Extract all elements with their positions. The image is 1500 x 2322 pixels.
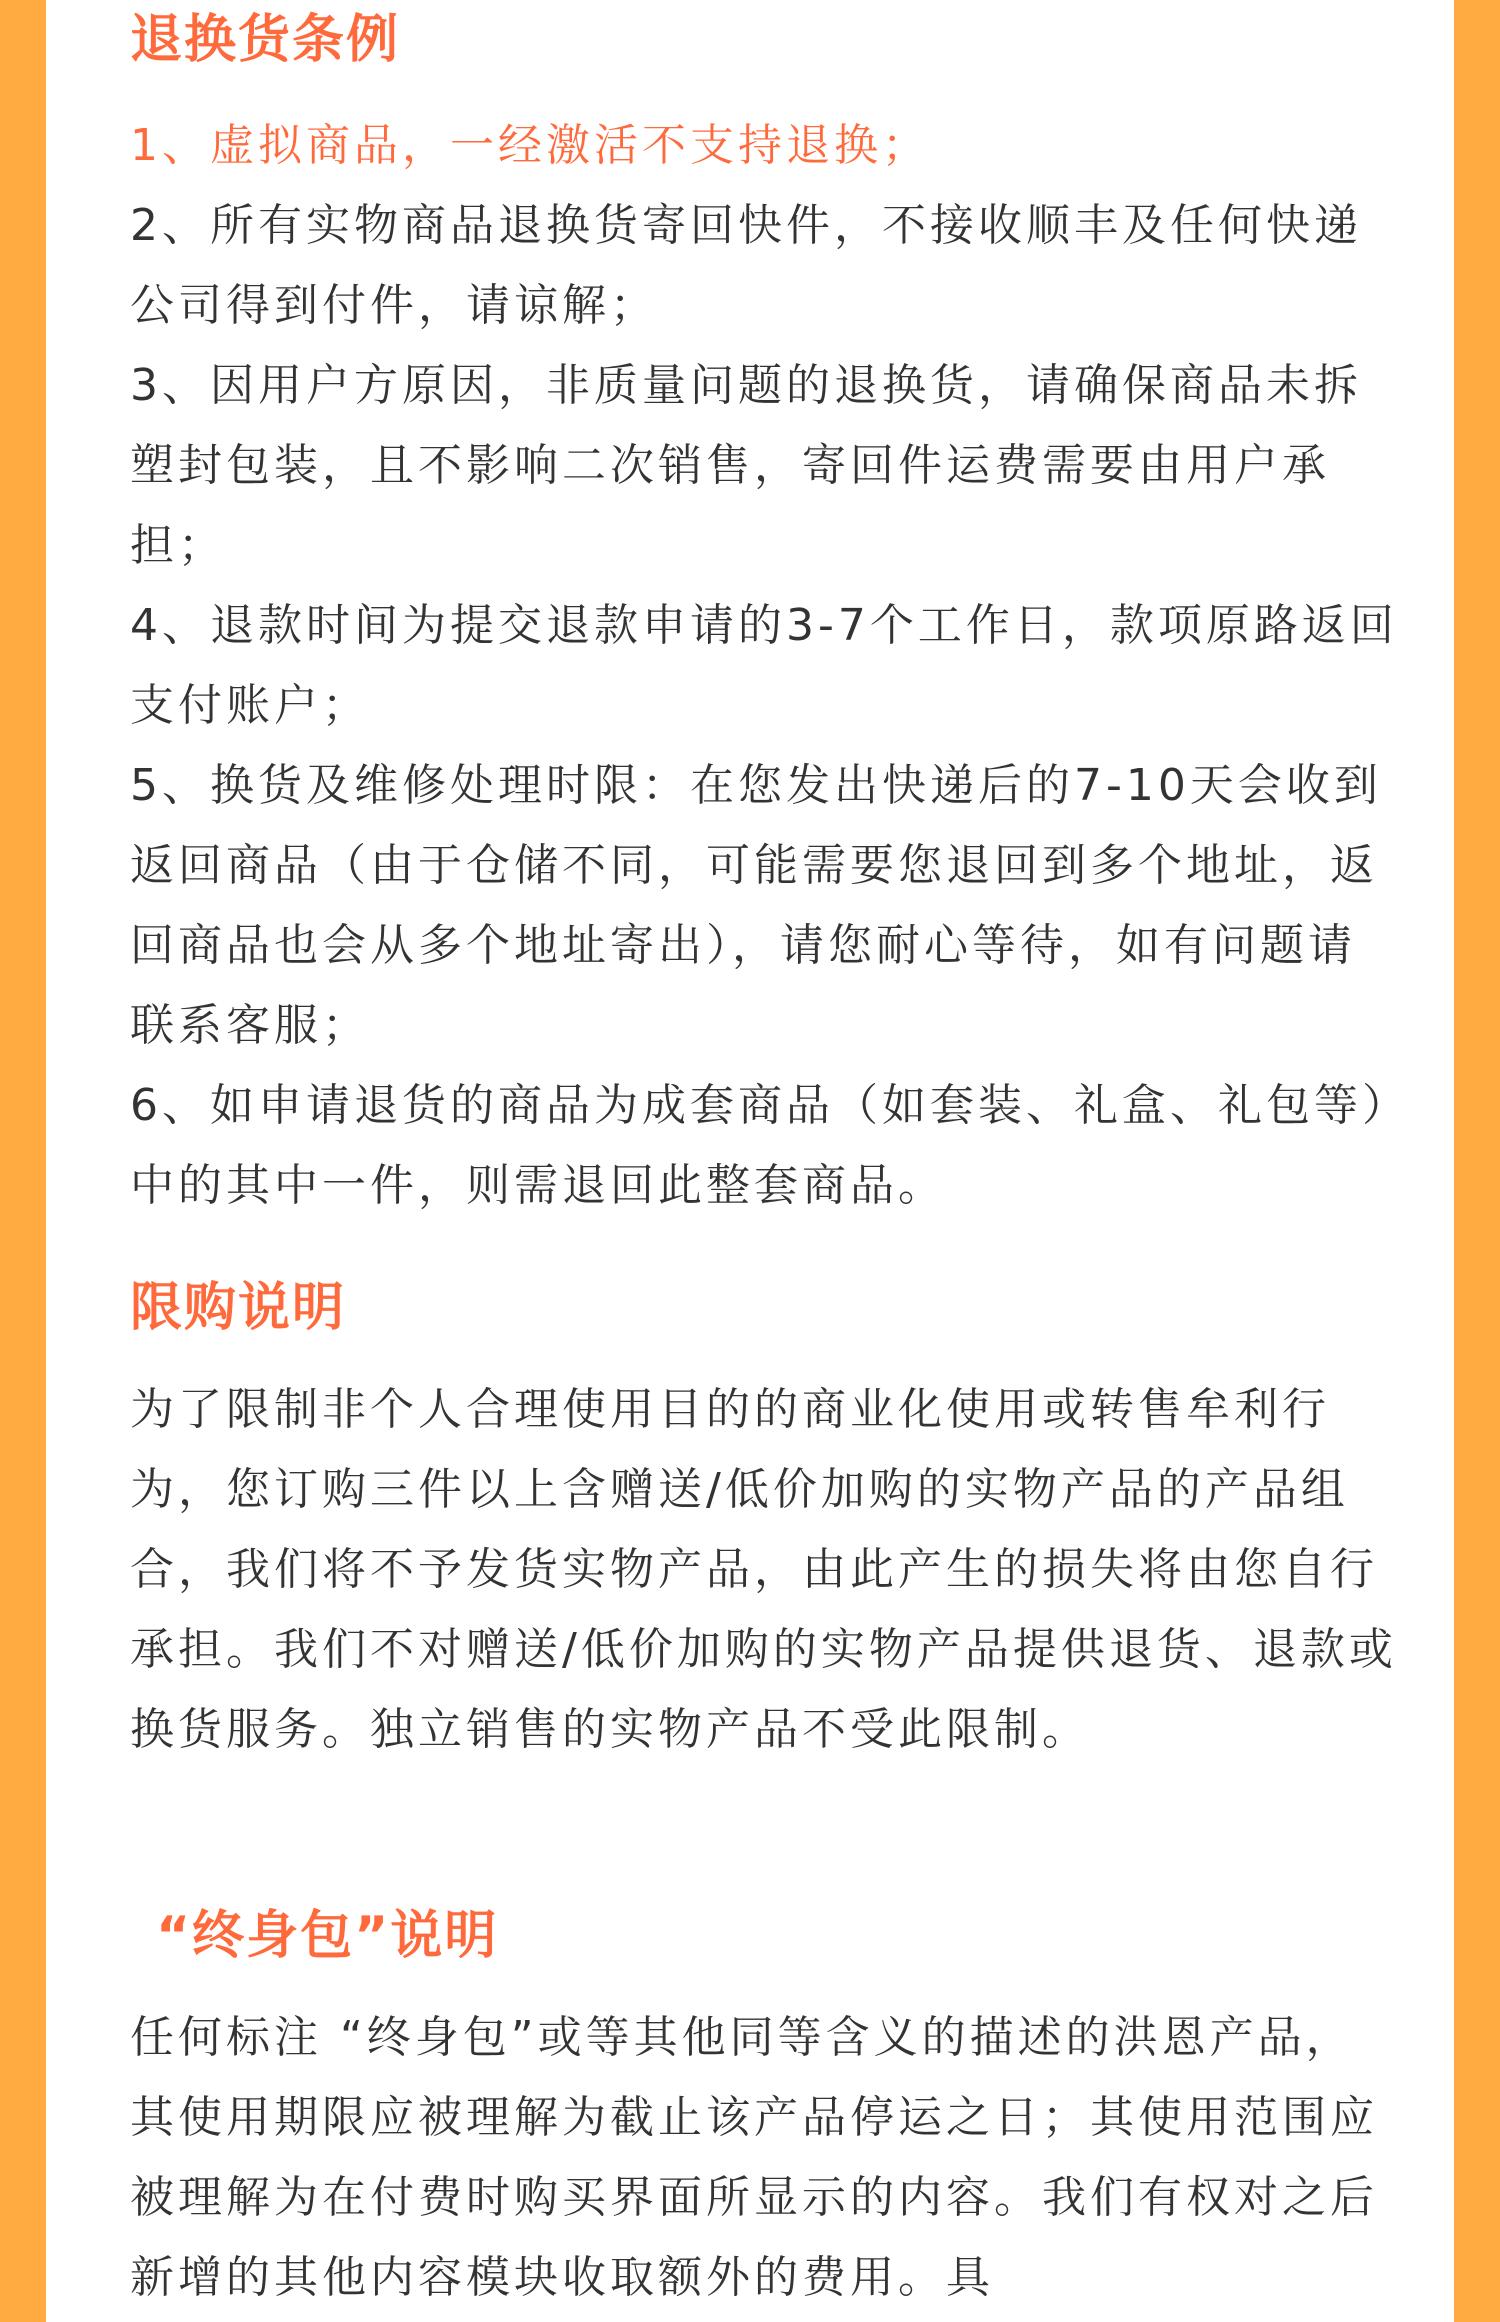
returns-list [130,106,1400,1226]
purchase-limit-body-wrap [130,1370,1400,1770]
returns-item-5: 5、换货及维修处理时限：在您发出快递后的7-10天会收到返回商品（由于仓储不同，可能需要您退回到多个地址，返回商品也会从多个地址寄出），请您耐心等待，如有问题请联系客服； [130,760,1382,1051]
lifetime-section [156,1906,1426,1966]
returns-item-6: 6、如申请退货的商品为成套商品（如套装、礼盒、礼包等）中的其中一件，则需退回此整套商品。 [130,1080,1388,1211]
returns-item-3: 3、因用户方原因，非质量问题的退换货，请确保商品未拆塑封包装，且不影响二次销售，寄回件运费需要由用户承担； [130,360,1362,571]
returns-item-4: 4、退款时间为提交退款申请的3-7个工作日，款项原路返回支付账户； [130,600,1398,731]
purchase-limit-body: 为了限制非个人合理使用目的的商业化使用或转售牟利行为，您订购三件以上含赠送/低价加购的实物产品的产品组合，我们将不予发货实物产品，由此产生的损失将由您自行承担。我们不对赠送/低价加购的实物产品提供退货、退款或换货服务。独立销售的实物产品不受此限制。 [130,1384,1397,1755]
lifetime-heading: “终身包”说明 [156,1906,499,1966]
returns-item-1: 1、虚拟商品，一经激活不支持退换； [130,120,930,171]
returns-section [130,10,1400,70]
lifetime-body-wrap [130,1998,1400,2318]
lifetime-body: 任何标注 “终身包”或等其他同等含义的描述的洪恩产品，其使用期限应被理解为截止该产品停运之日；其使用范围应被理解为在付费时购买界面所显示的内容。我们有权对之后新增的其他内容模块收取额外的费用。具 [130,2012,1378,2303]
returns-item-2: 2、所有实物商品退换货寄回快件，不接收顺丰及任何快递公司得到付件，请谅解； [130,200,1362,331]
content-card [46,0,1454,2322]
returns-heading: 退换货条例 [130,10,401,70]
purchase-limit-section [130,1278,1400,1338]
purchase-limit-heading: 限购说明 [130,1278,347,1338]
